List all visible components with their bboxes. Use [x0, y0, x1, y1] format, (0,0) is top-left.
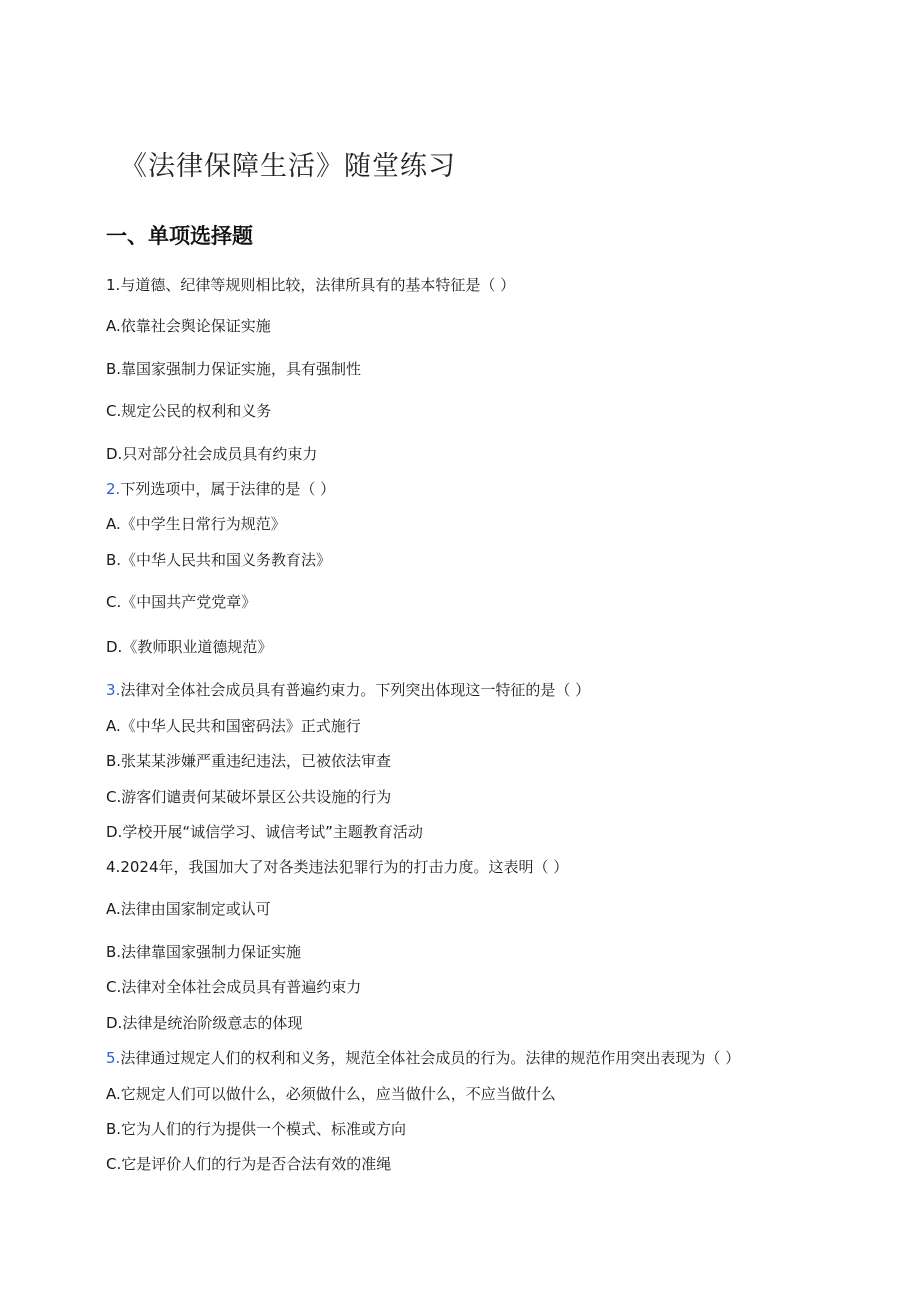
question-number: 5.	[106, 1049, 121, 1067]
question-1-option-d: D.只对部分社会成员具有约束力	[106, 445, 318, 463]
question-5-stem	[106, 1048, 740, 1068]
question-number: 2.	[106, 480, 121, 498]
question-2-option-b: B.《中华人民共和国义务教育法》	[106, 551, 332, 569]
question-3-stem	[106, 680, 590, 700]
question-text: 下列选项中，属于法律的是（ ）	[120, 480, 336, 498]
question-1-option-a: A.依靠社会舆论保证实施	[106, 317, 271, 335]
question-1-stem	[106, 275, 515, 295]
question-text: 与道德、纪律等规则相比较，法律所具有的基本特征是（ ）	[120, 276, 516, 294]
question-5-option-b: B.它为人们的行为提供一个模式、标准或方向	[106, 1120, 407, 1138]
question-4-option-b: B.法律靠国家强制力保证实施	[106, 943, 302, 961]
question-4-option-a: A.法律由国家制定或认可	[106, 900, 271, 918]
question-3-option-c: C.游客们谴责何某破坏景区公共设施的行为	[106, 788, 392, 806]
question-text: 2024年，我国加大了对各类违法犯罪行为的打击力度。这表明（ ）	[120, 858, 569, 876]
question-4-option-c: C.法律对全体社会成员具有普遍约束力	[106, 978, 362, 996]
document-title: 《法律保障生活》随堂练习	[120, 151, 456, 182]
question-4-option-d: D.法律是统治阶级意志的体现	[106, 1014, 303, 1032]
question-1-option-c: C.规定公民的权利和义务	[106, 402, 272, 420]
question-2-option-a: A.《中学生日常行为规范》	[106, 515, 286, 533]
question-text: 法律对全体社会成员具有普遍约束力。下列突出体现这一特征的是（ ）	[120, 681, 591, 699]
question-2-option-c: C.《中国共产党党章》	[106, 593, 257, 611]
question-4-stem	[106, 857, 568, 877]
question-2-stem	[106, 479, 335, 499]
question-number: 1.	[106, 276, 121, 294]
question-2-option-d: D.《教师职业道德规范》	[106, 638, 273, 656]
question-1-option-b: B.靠国家强制力保证实施，具有强制性	[106, 360, 362, 378]
question-number: 3.	[106, 681, 121, 699]
section-heading: 一、单项选择题	[106, 224, 253, 248]
question-5-option-c: C.它是评价人们的行为是否合法有效的准绳	[106, 1155, 392, 1173]
question-number: 4.	[106, 858, 121, 876]
question-3-option-b: B.张某某涉嫌严重违纪违法，已被依法审查	[106, 752, 392, 770]
question-3-option-d: D.学校开展“诚信学习、诚信考试”主题教育活动	[106, 823, 423, 841]
question-3-option-a: A.《中华人民共和国密码法》正式施行	[106, 717, 361, 735]
question-text: 法律通过规定人们的权利和义务，规范全体社会成员的行为。法律的规范作用突出表现为（ ）	[120, 1049, 741, 1067]
question-5-option-a: A.它规定人们可以做什么，必须做什么，应当做什么，不应当做什么	[106, 1085, 556, 1103]
